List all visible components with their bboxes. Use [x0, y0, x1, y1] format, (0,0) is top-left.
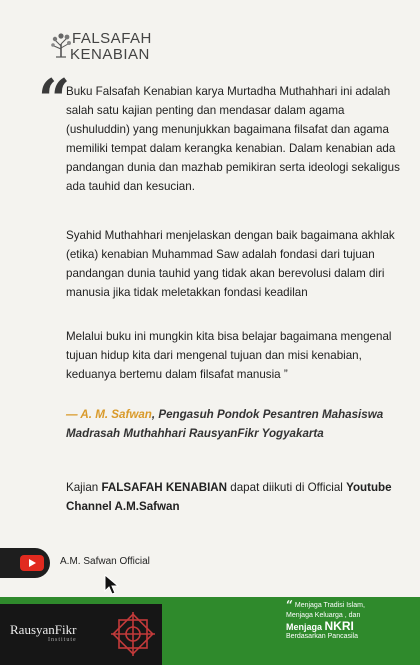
kajian-note	[66, 478, 406, 516]
quote-paragraph-1: Buku Falsafah Kenabian karya Murtadha Muthahhari ini adalah salah satu kajian penting dan mendasar dalam agama (ushuluddin) yang menunjukkan bagaimana filsafat dan agama memiliki tempat dalam kerangka kenabian. Dalam kenabian ada pandangan dunia dan mazhab pemikiran serta ideologi sekaligus ada tauhid dan kesucian.	[66, 85, 400, 193]
slogan-quote-icon: “	[286, 598, 293, 612]
youtube-tab[interactable]	[0, 548, 50, 578]
open-quote-mark: “	[38, 67, 71, 133]
youtube-icon[interactable]	[20, 555, 44, 571]
youtube-channel-label[interactable]: A.M. Safwan Official	[60, 556, 150, 567]
logo-text-line2: KENABIAN	[70, 46, 150, 63]
attribution-role: , Pengasuh Pondok Pesantren Mahasiswa Madrasah Muthahhari RausyanFikr Yogyakarta	[66, 408, 384, 440]
slogan-line3-prefix: Menjaga	[286, 622, 325, 632]
slogan-line4: Berdasarkan Pancasila	[286, 633, 358, 640]
publisher-subtitle: Institute	[48, 637, 77, 643]
tree-logo-icon	[50, 32, 72, 58]
attribution	[66, 405, 406, 443]
slogan	[286, 600, 416, 642]
geometric-emblem-icon	[110, 608, 156, 660]
kajian-title: FALSAFAH KENABIAN	[101, 481, 228, 494]
logo	[50, 30, 190, 70]
play-icon	[29, 559, 36, 567]
slogan-nkri: NKRI	[324, 619, 354, 633]
cursor-arrow-icon	[104, 574, 120, 596]
kajian-middle: dapat diikuti di Official	[227, 481, 347, 494]
kajian-prefix: Kajian	[66, 481, 102, 494]
logo-text-line1: FALSAFAH	[72, 30, 152, 47]
quote-paragraph-2: Syahid Muthahhari menjelaskan dengan baik bagaimana akhlak (etika) kenabian Muhammad Saw adalah fondasi dari tujuan pandangan dunia tauhid yang tidak akan berevolusi dalam diri manusia jika tidak meletakkan fondasi keadilan	[66, 229, 395, 299]
publisher-name: RausyanFikr	[10, 622, 77, 637]
slogan-line2: Menjaga Keluarga , dan	[286, 612, 361, 619]
slogan-line1: Menjaga Tradisi Islam,	[294, 602, 365, 609]
attribution-author: — A. M. Safwan	[66, 408, 152, 421]
quote-paragraph-3: Melalui buku ini mungkin kita bisa belajar bagaimana mengenal tujuan hidup kita dari mengenal tujuan dan misi kenabian, keduanya bertemu dalam filsafat manusia ”	[66, 330, 392, 381]
kajian-channel: Youtube Channel A.M.Safwan	[66, 481, 392, 513]
